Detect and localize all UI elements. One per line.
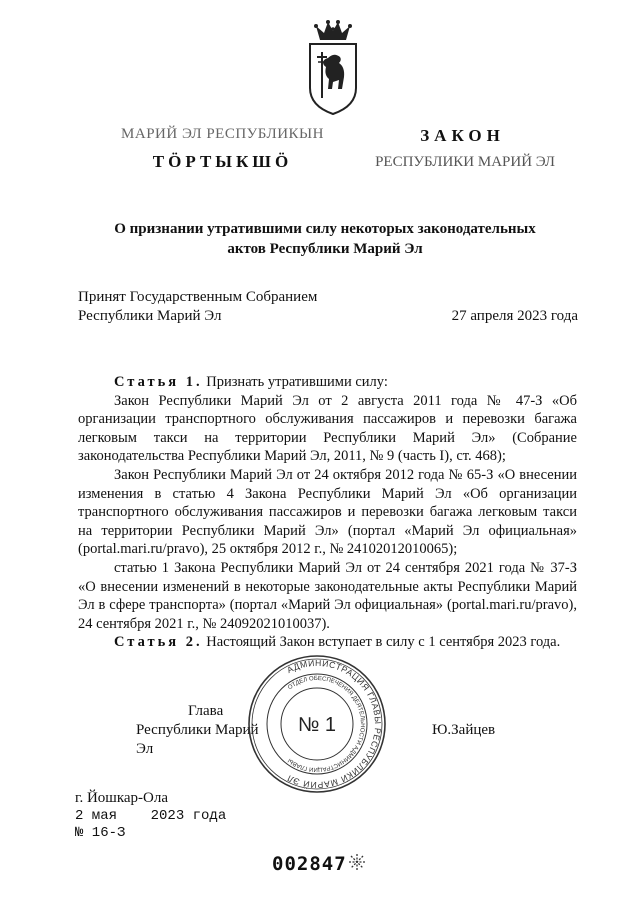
adoption-date: 27 апреля 2023 года [451, 308, 578, 324]
signing-date-text: 2 мая 2023 года [75, 808, 227, 824]
law-number: № 16-З [75, 825, 126, 841]
asterisk-mark-icon [347, 852, 367, 872]
stamp-inner-text: ОТДЕЛ ОБЕСПЕЧЕНИЯ ДЕЯТЕЛЬНОСТИ АДМИНИСТРАЦИИ ГЛАВЫ [287, 675, 366, 773]
header-left-bottom: ТӦРТЫКШӦ [152, 152, 293, 171]
header-left-top: МАРИЙ ЭЛ РЕСПУБЛИКЫН [121, 126, 324, 142]
adopted-line-2: Республики Марий Эл [78, 308, 222, 324]
article-2-heading: Статья 2. [114, 634, 203, 651]
header-right-bottom: РЕСПУБЛИКИ МАРИЙ ЭЛ [375, 154, 555, 170]
article-2-text: Настоящий Закон вступает в силу с 1 сентября 2023 года. [206, 634, 561, 651]
adoption-block [78, 288, 578, 326]
signing-date [75, 807, 226, 825]
article-1-intro-text: Признать утратившими силу: [206, 374, 388, 390]
signing-place: г. Йошкар-Ола [75, 790, 169, 806]
signatory-title-line-1: Глава [188, 703, 224, 719]
stamp-outer-text: АДМИНИСТРАЦИЯ ГЛАВЫ РЕСПУБЛИКИ МАРИЙ ЭЛ [285, 657, 384, 791]
adopted-line-1: Принят Государственным Собранием [78, 289, 318, 305]
article-1-intro [78, 373, 577, 392]
coat-of-arms-emblem [302, 18, 364, 118]
signatory-title-line-2: Республики Марий Эл [136, 722, 259, 757]
law-title-line-1: О признании утратившими силу некоторых законодательных [114, 221, 536, 237]
article-2 [78, 633, 577, 652]
law-title-line-2: актов Республики Марий Эл [227, 241, 423, 257]
article-1-heading: Статья 1. [114, 374, 203, 390]
article-1-item: Закон Республики Марий Эл от 2 августа 2011 года № 47-З «Об организации транспортного обслуживания пассажиров и перевозки багажа легковым такси на территории Республики Марий Эл» (Собрание законодательства Республики Марий Эл, 2011, № 9 (часть I), ст. 468); [78, 392, 577, 465]
stamp-number: № 1 [297, 714, 337, 736]
article-1-item: Закон Республики Марий Эл от 24 октября 2012 года № 65-З «О внесении изменения в статью 4 Закона Республики Марий Эл «Об организации транспортного обслуживания пассажиров и перевозки багажа легковым такси на территории Республики Марий Эл» (портал «Марий Эл официальная» (portal.mari.ru/pravo), 25 октября 2012 г., № 24102012010065); [78, 466, 577, 558]
law-body [78, 373, 577, 652]
article-1-item: статью 1 Закона Республики Марий Эл от 24 сентября 2021 года № 37-З «О внесении изменений в некоторые законодательные акты Республики Марий Эл в сфере транспорта» (портал «Марий Эл официальная» (portal.mari.ru/pravo), 24 сентября 2021 г., № 24092021010037). [78, 559, 577, 632]
document-serial-number: 002847 [272, 853, 347, 875]
official-stamp [246, 653, 388, 795]
header-right-top: ЗАКОН [420, 126, 505, 145]
signatory-name: Ю.Зайцев [432, 722, 496, 738]
law-title [90, 219, 560, 259]
